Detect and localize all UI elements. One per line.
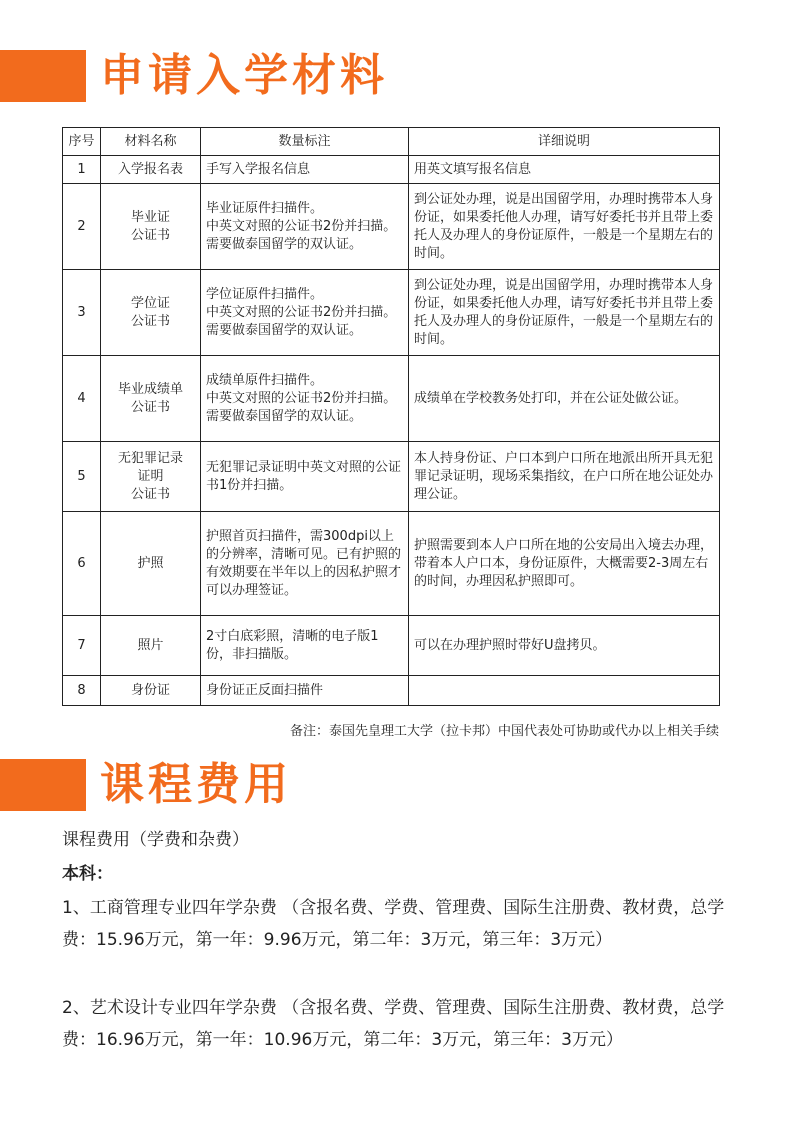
table-row bbox=[63, 156, 720, 184]
cell-detail-line: 到公证处办理，说是出国留学用，办理时携带本人身份证，如果委托他人办理，请写好委托书并且带上委托人及办理人的身份证原件，一般是一个星期左右的时间。 bbox=[414, 191, 714, 261]
materials-table bbox=[62, 127, 720, 706]
cell-name-line: 毕业证 bbox=[130, 209, 170, 225]
cell-idx: 6 bbox=[63, 512, 101, 616]
cell-name-line: 学位证 bbox=[130, 295, 170, 311]
cell-detail-line: 用英文填写报名信息 bbox=[414, 161, 532, 177]
cell-qty bbox=[201, 156, 409, 184]
section-accent-bar bbox=[0, 50, 86, 102]
header-qty: 数量标注 bbox=[201, 128, 409, 156]
cell-idx: 4 bbox=[63, 356, 101, 442]
table-row bbox=[63, 356, 720, 442]
cell-detail-line: 成绩单在学校教务处打印，并在公证处做公证。 bbox=[414, 390, 688, 406]
fees-intro: 课程费用（学费和杂费） bbox=[62, 830, 249, 850]
cell-qty-line: 护照首页扫描件，需300dpi以上的分辨率，清晰可见。已有护照的有效期要在半年以上的因私护照才可以办理签证。 bbox=[206, 528, 402, 598]
cell-name-line: 护照 bbox=[137, 555, 164, 571]
cell-qty bbox=[201, 512, 409, 616]
table-row bbox=[63, 270, 720, 356]
section-title-fees: 课程费用 bbox=[100, 759, 292, 810]
cell-idx: 1 bbox=[63, 156, 101, 184]
cell-name bbox=[101, 512, 201, 616]
cell-qty-line: 毕业证原件扫描件。 bbox=[206, 200, 324, 216]
cell-name bbox=[101, 676, 201, 706]
cell-detail bbox=[409, 616, 720, 676]
cell-qty bbox=[201, 442, 409, 512]
table-note: 备注：泰国先皇理工大学（拉卡邦）中国代表处可协助或代办以上相关手续 bbox=[289, 724, 719, 739]
cell-qty bbox=[201, 676, 409, 706]
cell-qty-line: 学位证原件扫描件。 bbox=[206, 286, 324, 302]
fee-item-1: 1、工商管理专业四年学杂费 （含报名费、学费、管理费、国际生注册费、教材费，总学费：15.96万元，第一年：9.96万元，第二年：3万元，第三年：3万元） bbox=[62, 898, 725, 950]
cell-idx: 2 bbox=[63, 184, 101, 270]
cell-qty-line: 中英文对照的公证书2份并扫描。 bbox=[206, 218, 397, 234]
cell-name-line: 毕业成绩单 bbox=[117, 381, 183, 397]
cell-name bbox=[101, 356, 201, 442]
cell-qty-line: 需要做泰国留学的双认证。 bbox=[206, 408, 363, 424]
cell-qty-line: 手写入学报名信息 bbox=[206, 161, 311, 177]
table-header-row bbox=[63, 128, 720, 156]
cell-qty bbox=[201, 356, 409, 442]
table-row bbox=[63, 512, 720, 616]
cell-idx: 5 bbox=[63, 442, 101, 512]
cell-detail bbox=[409, 270, 720, 356]
cell-detail bbox=[409, 356, 720, 442]
table-row bbox=[63, 616, 720, 676]
cell-detail-line: 可以在办理护照时带好U盘拷贝。 bbox=[414, 637, 606, 653]
cell-idx: 7 bbox=[63, 616, 101, 676]
section-title-materials: 申请入学材料 bbox=[100, 50, 388, 101]
table-row bbox=[63, 184, 720, 270]
section-accent-bar bbox=[0, 759, 86, 811]
cell-name-line: 身份证 bbox=[130, 682, 170, 698]
table-row bbox=[63, 676, 720, 706]
cell-qty-line: 中英文对照的公证书2份并扫描。 bbox=[206, 390, 397, 406]
cell-qty-line: 2寸白底彩照，清晰的电子版1份，非扫描版。 bbox=[206, 628, 379, 662]
cell-detail bbox=[409, 512, 720, 616]
cell-qty-line: 身份证正反面扫描件 bbox=[206, 682, 324, 698]
cell-name-line: 公证书 bbox=[130, 486, 170, 502]
cell-name bbox=[101, 156, 201, 184]
cell-qty bbox=[201, 616, 409, 676]
fee-item-2: 2、艺术设计专业四年学杂费 （含报名费、学费、管理费、国际生注册费、教材费，总学费：16.96万元，第一年：10.96万元，第二年：3万元，第三年：3万元） bbox=[62, 998, 725, 1050]
cell-idx: 3 bbox=[63, 270, 101, 356]
cell-qty-line: 中英文对照的公证书2份并扫描。 bbox=[206, 304, 397, 320]
cell-name bbox=[101, 442, 201, 512]
cell-name bbox=[101, 184, 201, 270]
cell-name bbox=[101, 270, 201, 356]
cell-detail bbox=[409, 184, 720, 270]
cell-name-line: 入学报名表 bbox=[117, 161, 183, 177]
cell-qty-line: 需要做泰国留学的双认证。 bbox=[206, 236, 363, 252]
cell-name-line: 证明 bbox=[137, 468, 164, 484]
cell-detail bbox=[409, 156, 720, 184]
fees-level: 本科： bbox=[62, 864, 113, 884]
cell-detail-line: 本人持身份证、户口本到户口所在地派出所开具无犯罪记录证明，现场采集指纹，在户口所在地公证处办理公证。 bbox=[414, 450, 714, 502]
cell-idx: 8 bbox=[63, 676, 101, 706]
header-detail: 详细说明 bbox=[409, 128, 720, 156]
cell-qty bbox=[201, 270, 409, 356]
table-row bbox=[63, 442, 720, 512]
cell-name-line: 公证书 bbox=[130, 313, 170, 329]
cell-name-line: 无犯罪记录 bbox=[117, 450, 183, 466]
cell-name-line: 照片 bbox=[137, 637, 164, 653]
cell-name-line: 公证书 bbox=[130, 227, 170, 243]
cell-qty-line: 无犯罪记录证明中英文对照的公证书1份并扫描。 bbox=[206, 459, 402, 493]
cell-detail bbox=[409, 442, 720, 512]
cell-detail-line: 护照需要到本人户口所在地的公安局出入境去办理，带着本人户口本，身份证原件，大概需要2-3周左右的时间，办理因私护照即可。 bbox=[414, 537, 714, 589]
cell-name bbox=[101, 616, 201, 676]
header-idx: 序号 bbox=[63, 128, 101, 156]
header-name: 材料名称 bbox=[101, 128, 201, 156]
cell-detail bbox=[409, 676, 720, 706]
cell-qty-line: 需要做泰国留学的双认证。 bbox=[206, 322, 363, 338]
cell-qty bbox=[201, 184, 409, 270]
cell-detail-line: 到公证处办理，说是出国留学用，办理时携带本人身份证，如果委托他人办理，请写好委托书并且带上委托人及办理人的身份证原件，一般是一个星期左右的时间。 bbox=[414, 277, 714, 347]
cell-name-line: 公证书 bbox=[130, 399, 170, 415]
cell-qty-line: 成绩单原件扫描件。 bbox=[206, 372, 324, 388]
